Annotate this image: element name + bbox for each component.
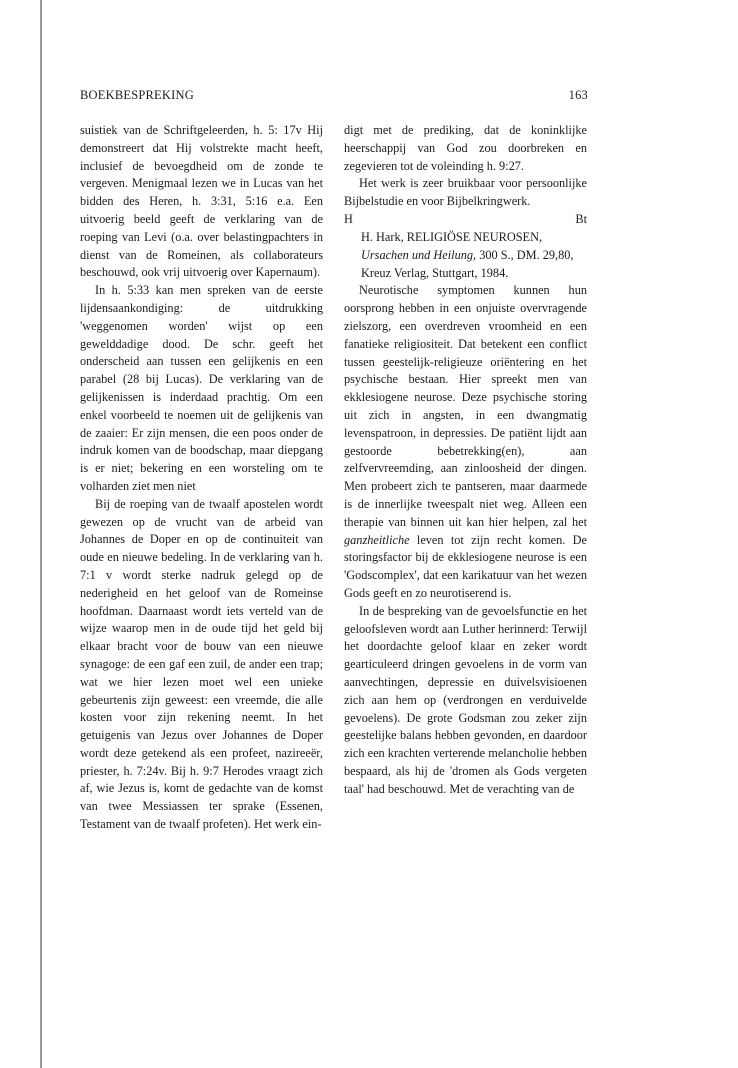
left-paragraph-1: suistiek van de Schriftgeleerden, h. 5: 17v Hij demonstreert dat Hij volstrekte macht heeft, inclusief de bevoegdheid om de zonde te vergeven. Menigmaal lezen we in Lucas van het bidden des Heren, h. 3:31, 5:16 e.a. Een uitvoerig beeld geeft de verklaring van de roeping van Levi (o.a. over belastingpachters in dienst van de Romeinen, als collaborateurs beschouwd, ook vrij uitvoerig over Kapernaum). xyxy=(80,123,323,280)
right-column xyxy=(344,122,587,798)
review-heading xyxy=(344,229,587,282)
right-paragraph-4: In de bespreking van de gevoelsfunctie en het geloofsleven wordt aan Luther herinnerd: Terwijl het doordachte geloof klaar en zeker wordt gearticuleerd dringen gevoelens in de vorm van aanvechtingen, depressie en duivelsvisioenen zich aan hem op (verdrongen en verduivelde gevoelens). De grote Godsman zou zeker zijn geestelijke balans hebben gevonden, en daardoor zich een krachten verterende melancholie hebben bespaard, als hij de 'dromen als Gods vergeten taal' had beschouwd. Met de verachting van de xyxy=(344,603,587,796)
left-paragraph-3: Bij de roeping van de twaalf apostelen wordt gewezen op de vrucht van de arbeid van Johannes de Doper en op de continuiteit van oude en nieuwe bedeling. In de verklaring van h. 7:1 v wordt sterke nadruk gelegd op de nederigheid en het geloof van de Romeinse hoofdman. Daarnaast wordt iets verteld van de wijze waarop men in de oude tijd het geld bij elkaar bracht voor de bouw van een nieuwe synagoge: de een gaf een zuil, de ander een trap; wat we hier lezen moet wel een unieke gebeurtenis zijn geweest: een vreemde, die alle kosten voor zijn rekening neemt. In het getuigenis van Jezus over Johannes de Doper wordt deze getekend als een profeet, nazireeër, priester, h. 7:24v. Bij h. 9:7 Herodes vraagt zich af, wie Jezus is, komt de gedachte van de komst van twee Messiassen ter sprake (Essenen, Testament van de twaalf profeten). Het werk ein- xyxy=(80,496,323,832)
right-paragraph-3 xyxy=(344,282,587,602)
right-paragraph-1: digt met de prediking, dat de koninklijke heerschappij van God zou doorbreken en zegevieren tot de voleinding h. 9:27. xyxy=(344,123,587,173)
page-header xyxy=(80,88,588,106)
left-column xyxy=(80,122,323,834)
page-number: 163 xyxy=(568,88,588,102)
reviewer-signature xyxy=(344,211,587,229)
review-author-title: H. Hark, RELIGIÖSE NEUROSEN, xyxy=(361,229,543,244)
right-paragraph-3-text: Neurotische symptomen kunnen hun oorsprong hebben in een onjuiste overvragende zielszorg, een overdreven vroomheid en een fanatieke religiositeit. Dat betekent een conflict tussen geestelijk-religieuze oriëntering en het psychische bestaan. Hier spreekt men van ekklesiogene neurose. Deze psychische storing uit zich in angsten, in een dwangmatig levenspatroon, in depressies. De patiënt lijdt aan gestoorde bebetrekking(en), aan zelfvervreemding, aan zinloosheid der dingen. Men probeert zich te pantseren, maar daarmede is de innerlijke tweespalt niet weg. Alleen een therapie van binnen uit kan hier helpen, zal het xyxy=(344,283,587,529)
right-paragraph-3-cont: leven tot zijn recht komen. De storingsfactor bij de ekklesiogene neurose is een 'Godscomplex', dat een karikatuur van het wezen Gods geeft en zo neurotiserend is. xyxy=(344,532,587,600)
page-edge-line xyxy=(40,0,42,1068)
review-subtitle: Ursachen und Heilung, xyxy=(361,247,477,262)
right-paragraph-2: Het werk is zeer bruikbaar voor persoonlijke Bijbelstudie en voor Bijbelkringwerk. xyxy=(344,176,587,209)
review-details: 300 S., DM. 29,80, Kreuz Verlag, Stuttgart, 1984. xyxy=(361,247,574,280)
running-title: BOEKBESPREKING xyxy=(80,88,194,102)
signature-initial-left: H xyxy=(344,211,353,226)
left-paragraph-2: In h. 5:33 kan men spreken van de eerste lijdensaankondiging: de uitdrukking 'weggenomen worden' wijst op een gewelddadige dood. De schr. geeft het onderscheid aan tussen een gelijkenis en een parabel (28 bij Lucas). De verklaring van de gelijkenissen is inderdaad prachtig. Om een enkel voorbeeld te noemen uit de gelijkenis van de zaaier: Er zijn mensen, die een poos onder de indruk komen van de boodschap, maar diepgang is er niet; bekering en een worsteling om te volharden ziet men niet xyxy=(80,283,323,493)
right-paragraph-3-italic: ganzheitliche xyxy=(344,532,410,547)
signature-initial-right: Bt xyxy=(575,211,587,226)
